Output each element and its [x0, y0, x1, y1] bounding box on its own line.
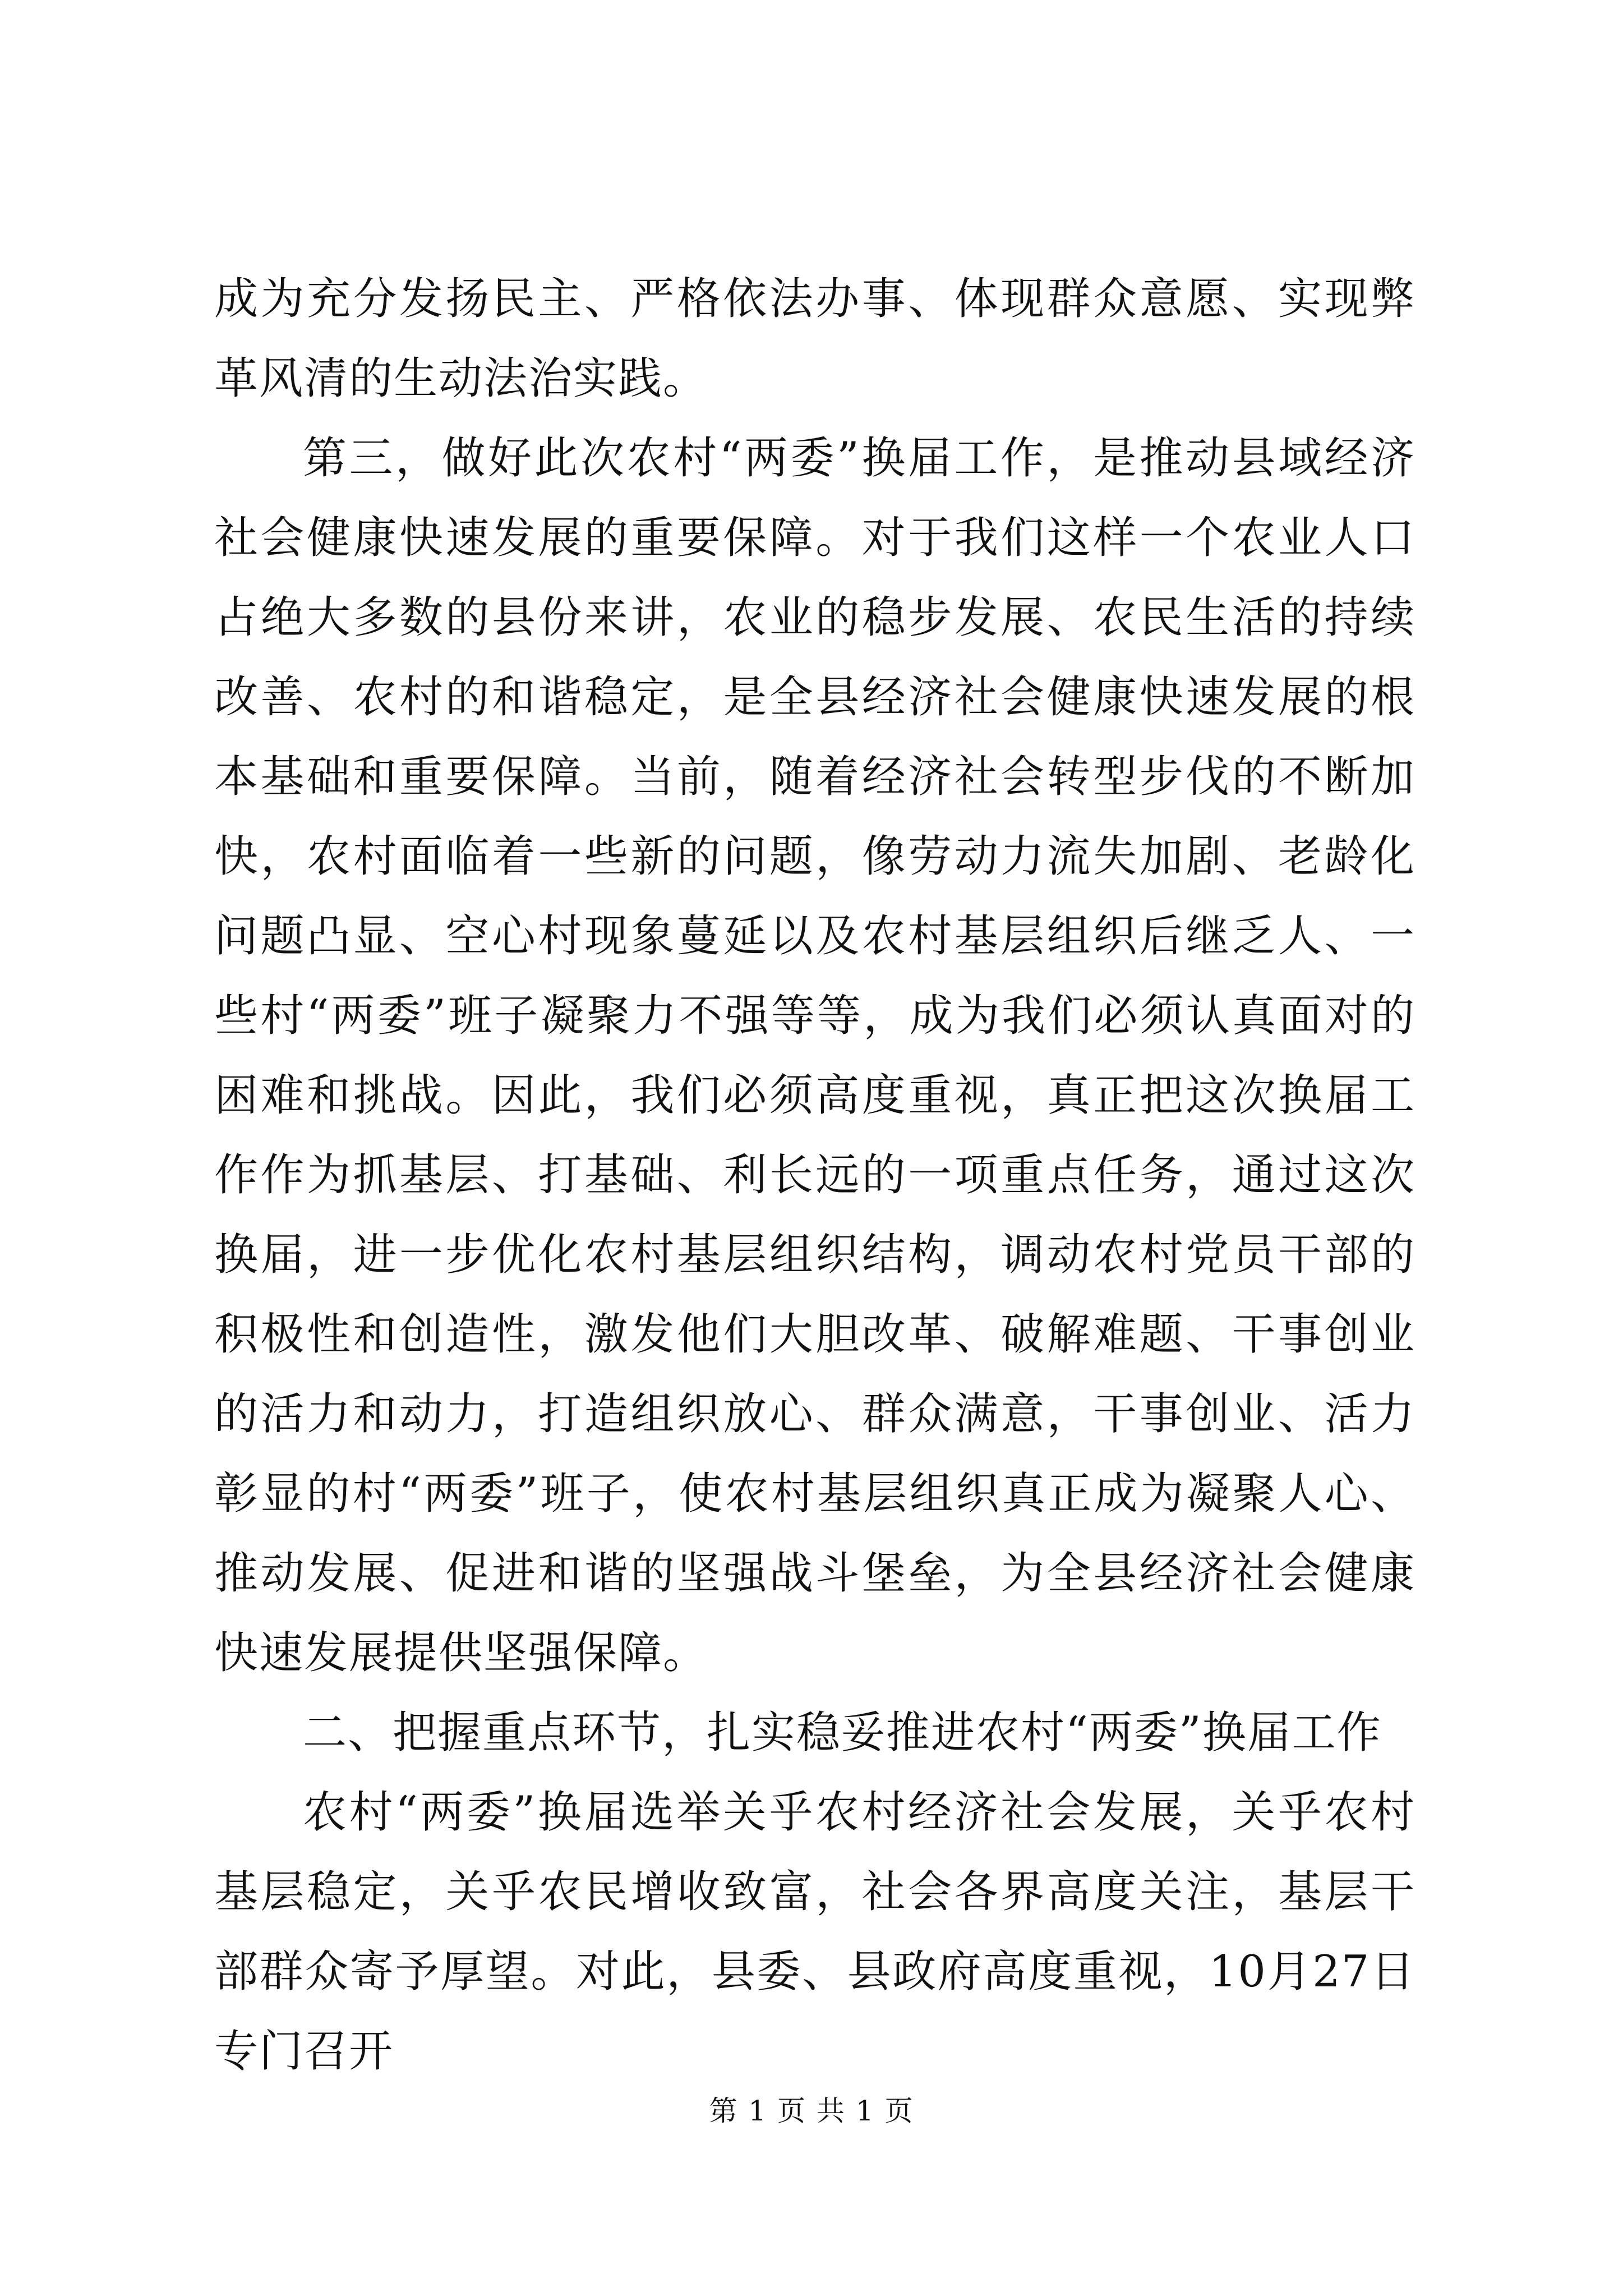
paragraph-third-point: 第三，做好此次农村“两委”换届工作，是推动县域经济社会健康快速发展的重要保障。对于我们这样一个农业人口占绝大多数的县份来讲，农业的稳步发展、农民生活的持续改善、农村的和谐稳定，是全县经济社会健康快速发展的根本基础和重要保障。当前，随着经济社会转型步伐的不断加快，农村面临着一些新的问题，像劳动力流失加剧、老龄化问题凸显、空心村现象蔓延以及农村基层组织后继乏人、一些村“两委”班子凝聚力不强等等，成为我们必须认真面对的困难和挑战。因此，我们必须高度重视，真正把这次换届工作作为抓基层、打基础、利长远的一项重点任务，通过这次换届，进一步优化农村基层组织结构，调动农村党员干部的积极性和创造性，激发他们大胆改革、破解难题、干事创业的活力和动力，打造组织放心、群众满意，干事创业、活力彰显的村“两委”班子，使农村基层组织真正成为凝聚人心、推动发展、促进和谐的坚强战斗堡垒，为全县经济社会健康快速发展提供坚强保障。 — [214, 433, 1415, 1678]
paragraph-continuation: 成为充分发扬民主、严格依法办事、体现群众意愿、实现弊革风清的生动法治实践。 — [214, 274, 1415, 404]
document-body — [214, 259, 1415, 2091]
section-heading: 二、把握重点环节，扎实稳妥推进农村“两委”换届工作 — [303, 1708, 1382, 1758]
paragraph-election: 农村“两委”换届选举关乎农村经济社会发展，关乎农村基层稳定，关乎农民增收致富，社会各界高度关注，基层干部群众寄予厚望。对此，县委、县政府高度重视，10月27日专门召开 — [214, 1787, 1415, 2077]
page-footer: 第 1 页 共 1 页 — [709, 2095, 914, 2127]
